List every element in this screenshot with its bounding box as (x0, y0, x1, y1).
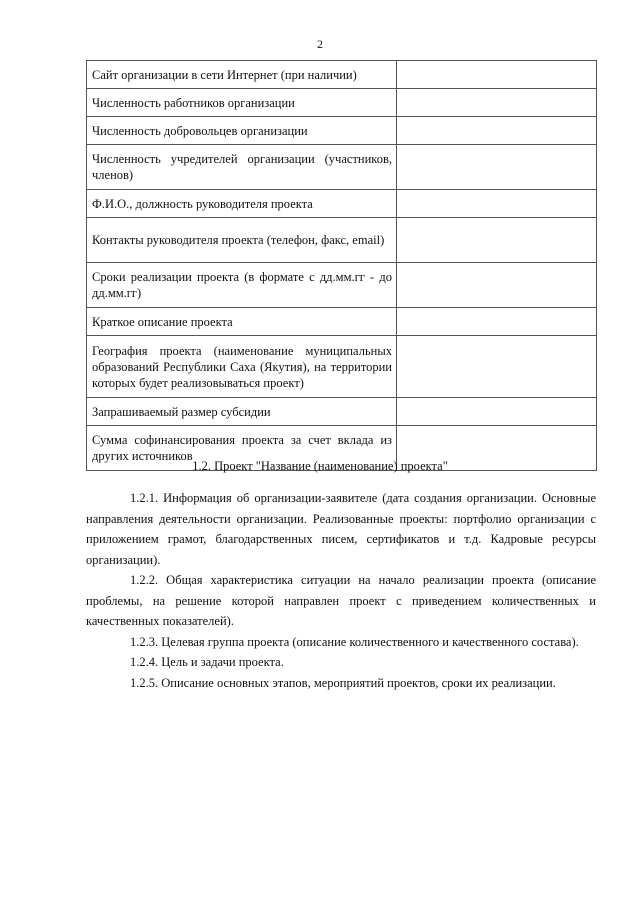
page-number: 2 (317, 37, 323, 51)
paragraph-situation: 1.2.2. Общая характеристика ситуации на начало реализации проекта (описание проблемы, на решение которой направлен проект с приведением количественных и качественных показателей). (86, 573, 596, 628)
row-label-employees: Численность работников организации (87, 89, 397, 117)
row-value-employees[interactable] (397, 89, 597, 117)
row-value-subsidy[interactable] (397, 398, 597, 426)
row-label-website: Сайт организации в сети Интернет (при наличии) (87, 61, 397, 89)
row-label-geography: География проекта (наименование муниципальных образований Республики Саха (Якутия), на территории которых будет реализовываться проект) (87, 336, 397, 398)
row-label-cofinancing: Сумма софинансирования проекта за счет вклада из других источников (87, 426, 397, 471)
application-form-table (86, 60, 597, 471)
row-value-volunteers[interactable] (397, 117, 597, 145)
paragraph-organization-info: 1.2.1. Информация об организации-заявителе (дата создания организации. Основные направления деятельности организации. Реализованные проекты: портфолио организации с приложением грамот, благодарственных писем, сертификатов и т.д. Кадровые ресурсы организации). (86, 491, 596, 567)
row-label-founders: Численность учредителей организации (участников, членов) (87, 145, 397, 190)
row-value-geography[interactable] (397, 336, 597, 398)
table-row (87, 218, 597, 263)
table-row (87, 61, 597, 89)
row-value-founders[interactable] (397, 145, 597, 190)
paragraph-stages: 1.2.5. Описание основных этапов, мероприятий проектов, сроки их реализации. (130, 675, 556, 690)
table-row (87, 89, 597, 117)
section-title: 1.2. Проект "Название (наименование) проекта" (192, 459, 448, 473)
row-label-project-head: Ф.И.О., должность руководителя проекта (87, 190, 397, 218)
table-row (87, 263, 597, 308)
row-value-timeline[interactable] (397, 263, 597, 308)
row-value-summary[interactable] (397, 308, 597, 336)
row-label-timeline: Сроки реализации проекта (в формате с дд.мм.гг - до дд.мм.гг) (87, 263, 397, 308)
paragraph-target-group: 1.2.3. Целевая группа проекта (описание количественного и качественного состава). (130, 634, 579, 649)
table-row (87, 117, 597, 145)
row-label-contacts: Контакты руководителя проекта (телефон, факс, email) (87, 218, 397, 263)
row-value-contacts[interactable] (397, 218, 597, 263)
section-body (86, 488, 596, 693)
table-row (87, 145, 597, 190)
row-value-website[interactable] (397, 61, 597, 89)
table-row (87, 308, 597, 336)
row-label-subsidy: Запрашиваемый размер субсидии (87, 398, 397, 426)
row-value-project-head[interactable] (397, 190, 597, 218)
table-row (87, 190, 597, 218)
paragraph-goals: 1.2.4. Цель и задачи проекта. (130, 655, 284, 669)
table-row (87, 398, 597, 426)
row-label-summary: Краткое описание проекта (87, 308, 397, 336)
row-label-volunteers: Численность добровольцев организации (87, 117, 397, 145)
table-row (87, 336, 597, 398)
